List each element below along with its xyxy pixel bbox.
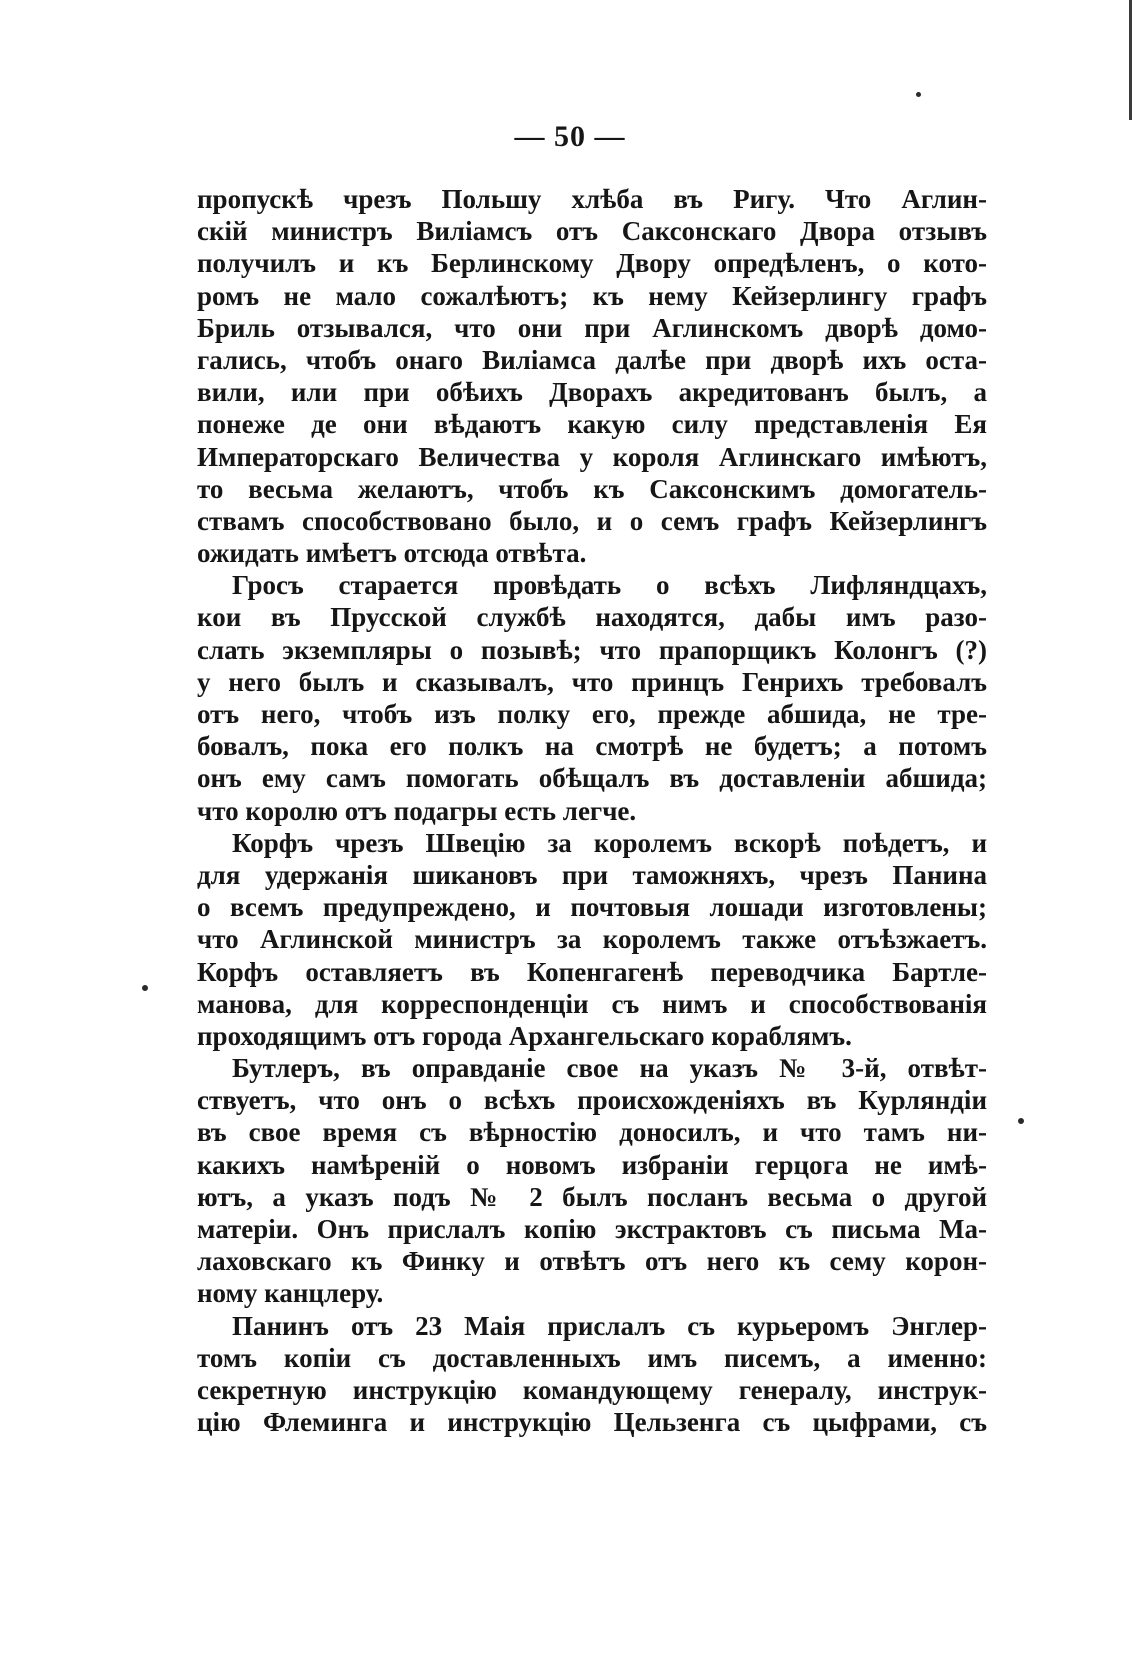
text-line: цію Флеминга и инструкцію Цельзенга съ цыфрами, съ [197,1407,987,1438]
paragraph-2 [197,569,987,827]
text-line: томъ копіи съ доставленныхъ имъ писемъ, а именно: [197,1342,987,1373]
text-line: Панинъ отъ 23 Маія прислалъ съ курьеромъ Энглер- [232,1310,987,1341]
paragraph-3 [197,827,987,1052]
text-line: пропускѣ чрезъ Польшу хлѣба въ Ригу. Что Аглин- [197,184,987,214]
text-column [197,183,987,1438]
text-line: ожидать имѣетъ отсюда отвѣта. [197,538,587,569]
text-line: получилъ и къ Берлинскому Двору опредѣленъ, о кото- [197,248,987,279]
text-line: ютъ, а указъ подъ № 2 былъ посланъ весьма о другой [197,1181,987,1212]
text-line: Бриль отзывался, что они при Аглинскомъ дворѣ домо- [197,312,987,343]
text-line: ромъ не мало сожалѣютъ; къ нему Кейзерлингу графъ [197,280,987,311]
text-line: бовалъ, пока его полкъ на смотрѣ не будетъ; а потомъ [197,731,987,762]
text-line: какихъ намѣреній о новомъ избраніи герцога не имѣ- [197,1149,987,1180]
text-line: отъ него, чтобъ изъ полку его, прежде абшида, не тре- [197,699,987,729]
text-line: секретную инструкцію командующему генералу, инструк- [197,1374,987,1405]
text-line: лаховскаго къ Финку и отвѣтъ отъ него къ сему корон- [197,1246,987,1277]
page-number: — 50 — [514,120,626,153]
text-line: Императорскаго Величества у короля Аглинскаго имѣютъ, [197,441,987,472]
text-line: что королю отъ подагры есть легче. [197,795,637,826]
text-line: въ свое время съ вѣрностію доносилъ, и что тамъ ни- [197,1117,987,1148]
text-line: матеріи. Онъ прислалъ копію экстрактовъ съ письма Ма- [197,1214,987,1244]
text-line: вили, или при обѣихъ Дворахъ акредитованъ былъ, а [197,377,987,408]
text-line: проходящимъ отъ города Архангельскаго кораблямъ. [197,1020,852,1051]
text-line: Гросъ старается провѣдать о всѣхъ Лифляндцахъ, [232,570,987,601]
text-line: ному канцлеру. [197,1278,384,1309]
text-line: для удержанія шикановъ при таможняхъ, чрезъ Панина [197,859,987,890]
text-line: скій министръ Виліамсъ отъ Саксонскаго Двора отзывъ [197,216,987,247]
text-line: у него былъ и сказывалъ, что принцъ Генрихъ требовалъ [197,666,987,697]
text-line: о всемъ предупреждено, и почтовыя лошади изготовлены; [197,892,987,923]
page-edge-line [1129,0,1132,120]
text-line: то весьма желаютъ, чтобъ къ Саксонскимъ домогатель- [197,473,987,504]
paragraph-1 [197,183,987,569]
text-line: Корфъ чрезъ Швецію за королемъ вскорѣ поѣдетъ, и [232,827,987,858]
print-speck [916,92,921,97]
text-line: манова, для корреспонденціи съ нимъ и способствованія [197,988,987,1019]
text-line: слать экземпляры о позывѣ; что прапорщикъ Колонгъ (?) [197,634,987,665]
paragraph-4 [197,1052,987,1310]
text-line: Корфъ оставляетъ въ Копенгагенѣ переводчика Бартле- [197,956,987,987]
text-line: кои въ Прусской службѣ находятся, дабы имъ разо- [197,602,987,633]
print-speck [1018,1118,1024,1124]
text-line: Бутлеръ, въ оправданіе свое на указъ № 3-й, отвѣт- [232,1053,987,1084]
text-line: онъ ему самъ помогать обѣщалъ въ доставленіи абшида; [197,763,987,794]
paragraph-5 [197,1310,987,1439]
print-speck [142,985,148,991]
text-line: ствуетъ, что онъ о всѣхъ происхожденіяхъ въ Курляндіи [197,1085,987,1116]
text-line: понеже де они вѣдаютъ какую силу представленія Ея [197,409,987,440]
text-line: ствамъ способствовано было, и о семъ графъ Кейзерлингъ [197,505,987,536]
text-line: гались, чтобъ онаго Виліамса далѣе при дворѣ ихъ оста- [197,344,987,375]
text-line: что Аглинской министръ за королемъ также отъѣзжаетъ. [197,924,987,955]
